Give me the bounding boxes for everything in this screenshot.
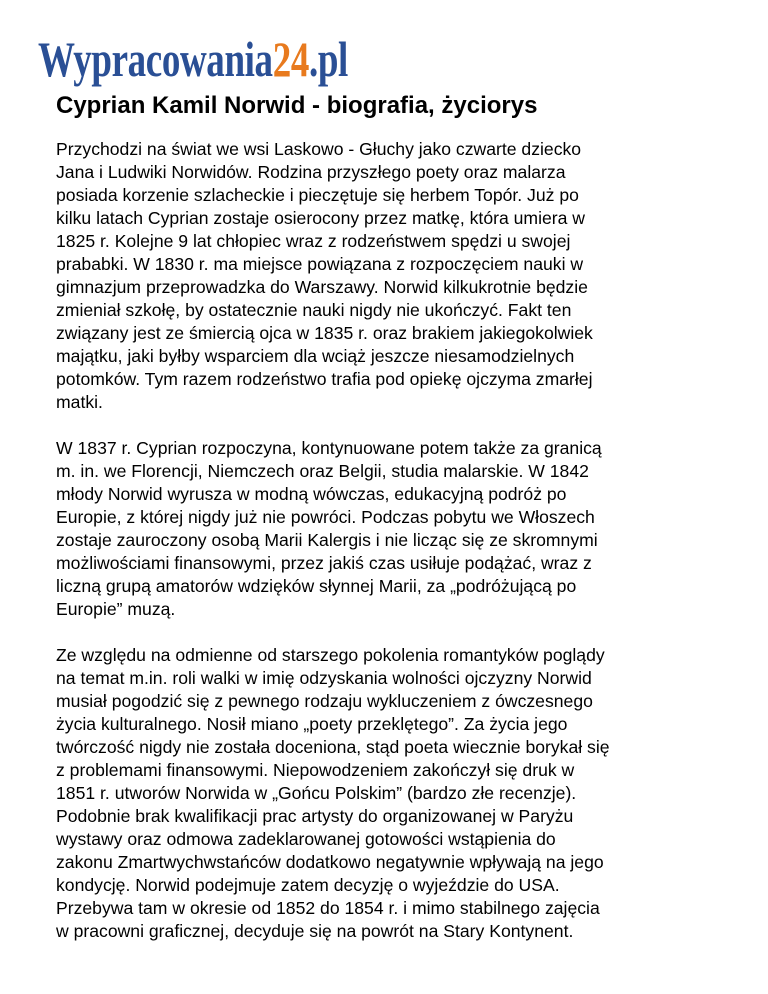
- text-line: życia kulturalnego. Nosił miano „poety przeklętego”. Za życia jego: [56, 714, 568, 734]
- text-line: wystawy oraz odmowa zadeklarowanej gotowości wstąpienia do: [56, 829, 556, 849]
- text-line: majątku, jaki byłby wsparciem dla wciąż jeszcze niesamodzielnych: [56, 346, 575, 366]
- text-line: potomków. Tym razem rodzeństwo trafia pod opiekę ojczyma zmarłej: [56, 369, 593, 389]
- text-line: związany jest ze śmiercią ojca w 1835 r. oraz brakiem jakiegokolwiek: [56, 323, 593, 343]
- text-line: z problemami finansowymi. Niepowodzeniem zakończył się druk w: [56, 760, 575, 780]
- text-line: zmieniał szkołę, by ostatecznie nauki nigdy nie ukończyć. Fakt ten: [56, 300, 572, 320]
- text-line: W 1837 r. Cyprian rozpoczyna, kontynuowane potem także za granicą: [56, 438, 602, 458]
- text-line: młody Norwid wyrusza w modną wówczas, edukacyjną podróż po: [56, 484, 567, 504]
- text-line: zostaje zauroczony osobą Marii Kalergis i nie licząc się ze skromnymi: [56, 530, 598, 550]
- text-line: na temat m.in. roli walki w imię odzyskania wolności ojczyzny Norwid: [56, 668, 592, 688]
- site-logo-text: [38, 31, 348, 87]
- text-line: Przebywa tam w okresie od 1852 do 1854 r. i mimo stabilnego zajęcia: [56, 898, 600, 918]
- text-line: Jana i Ludwiki Norwidów. Rodzina przyszłego poety oraz malarza: [56, 162, 566, 182]
- paragraph-3: [56, 644, 716, 943]
- text-line: Podobnie brak kwalifikacji prac artysty do organizowanej w Paryżu: [56, 806, 574, 826]
- text-line: Europie” muzą.: [56, 599, 176, 619]
- text-line: prababki. W 1830 r. ma miejsce powiązana z rozpoczęciem nauki w: [56, 254, 584, 274]
- text-line: matki.: [56, 392, 103, 412]
- text-line: zakonu Zmartwychwstańców dodatkowo negatywnie wpływają na jego: [56, 852, 604, 872]
- article-body: [56, 138, 716, 966]
- text-line: liczną grupą amatorów wdzięków słynnej Marii, za „podróżującą po: [56, 576, 577, 596]
- text-line: Europie, z której nigdy już nie powróci. Podczas pobytu we Włoszech: [56, 507, 595, 527]
- site-logo-accent: 24: [272, 31, 309, 87]
- text-line: w pracowni graficznej, decyduje się na powrót na Stary Kontynent.: [56, 921, 574, 941]
- text-line: kilku latach Cyprian zostaje osierocony przez matkę, która umiera w: [56, 208, 586, 228]
- site-logo-main: Wypracowania: [38, 31, 273, 87]
- paragraph-2: [56, 437, 716, 621]
- site-logo[interactable]: [38, 8, 457, 87]
- text-line: możliwościami finansowymi, przez jakiś czas usiłuje podążać, wraz z: [56, 553, 592, 573]
- text-line: twórczość nigdy nie została doceniona, stąd poeta wiecznie borykał się: [56, 737, 610, 757]
- page-title: Cyprian Kamil Norwid - biografia, życiorys: [56, 92, 538, 119]
- text-line: musiał pogodzić się z pewnego rodzaju wykluczeniem z ówczesnego: [56, 691, 593, 711]
- text-line: posiada korzenie szlacheckie i pieczętuje się herbem Topór. Już po: [56, 185, 579, 205]
- text-line: m. in. we Florencji, Niemczech oraz Belgii, studia malarskie. W 1842: [56, 461, 589, 481]
- text-line: 1825 r. Kolejne 9 lat chłopiec wraz z rodzeństwem spędzi u swojej: [56, 231, 571, 251]
- text-line: Przychodzi na świat we wsi Laskowo - Głuchy jako czwarte dziecko: [56, 139, 582, 159]
- site-logo-suffix: .pl: [308, 31, 348, 87]
- text-line: 1851 r. utworów Norwida w „Gońcu Polskim” (bardzo złe recenzje).: [56, 783, 577, 803]
- text-line: Ze względu na odmienne od starszego pokolenia romantyków poglądy: [56, 645, 605, 665]
- paragraph-1: [56, 138, 716, 414]
- text-line: kondycję. Norwid podejmuje zatem decyzję o wyjeździe do USA.: [56, 875, 560, 895]
- text-line: gimnazjum przeprowadzka do Warszawy. Norwid kilkukrotnie będzie: [56, 277, 588, 297]
